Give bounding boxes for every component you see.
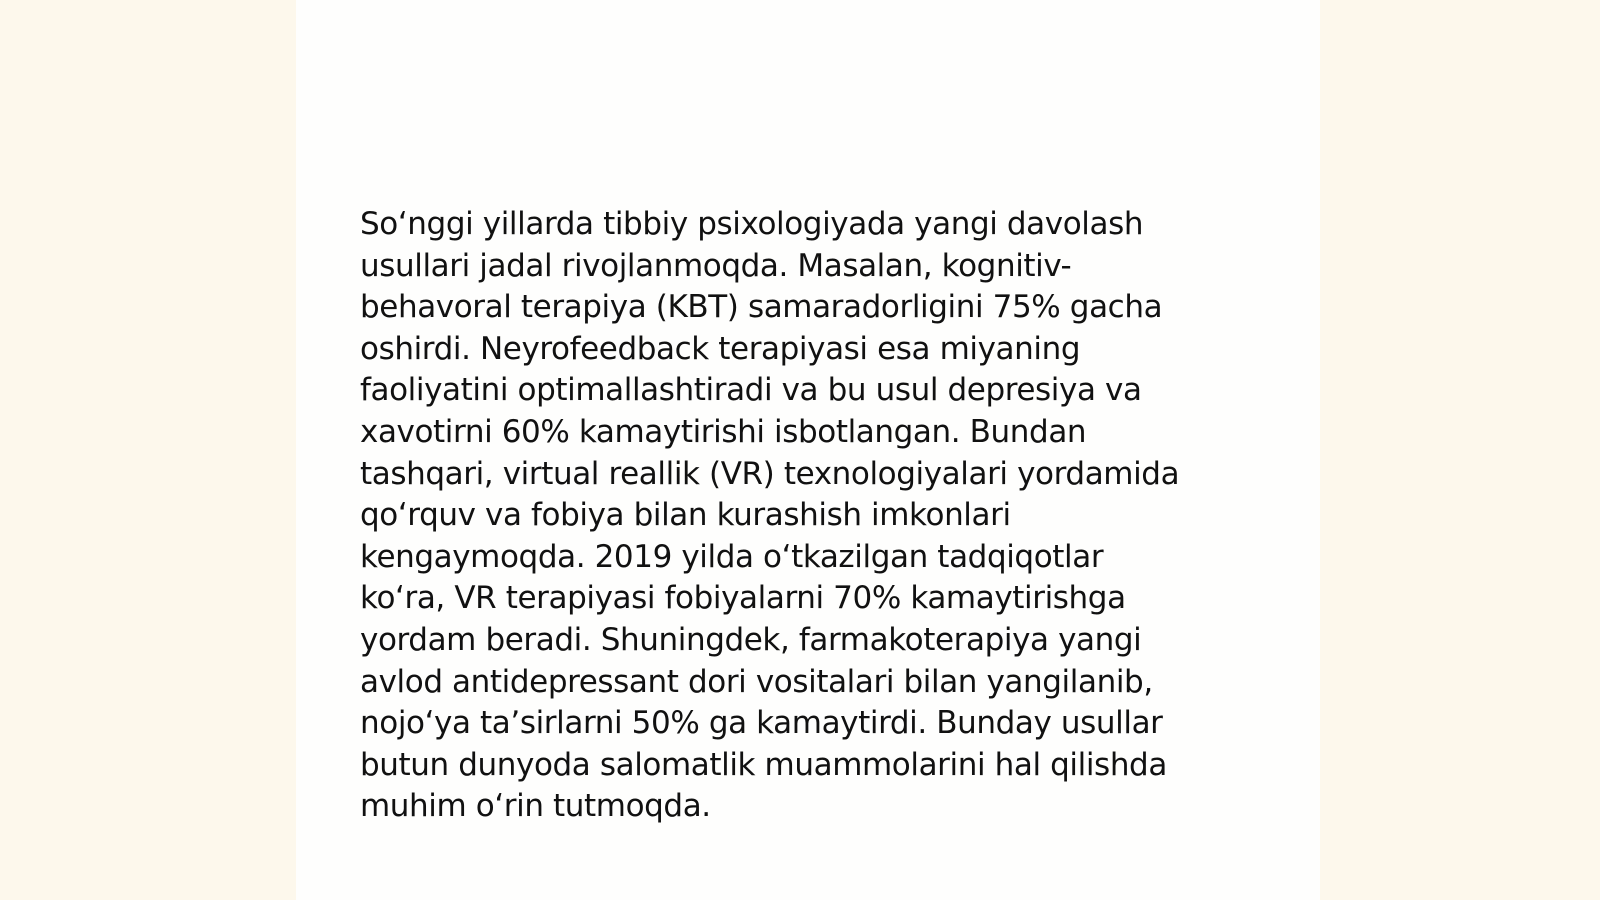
text-line: muhim o‘rin tutmoqda.	[360, 788, 711, 825]
text-line: oshirdi. Neyrofeedback terapiyasi esa miyaning	[360, 330, 1081, 367]
text-line: behavoral terapiya (KBT) samaradorligini 75% gacha	[360, 289, 1163, 326]
text-line: yordam beradi. Shuningdek, farmakoterapiya yangi	[360, 621, 1142, 658]
text-line: qo‘rquv va fobiya bilan kurashish imkonlari	[360, 497, 1011, 534]
text-line: avlod antidepressant dori vositalari bilan yangilanib,	[360, 663, 1153, 700]
text-line: kengaymoqda. 2019 yilda o‘tkazilgan tadqiqotlar	[360, 538, 1104, 575]
body-paragraph	[360, 204, 1250, 828]
text-line: butun dunyoda salomatlik muammolarini hal qilishda	[360, 746, 1167, 783]
text-line: faoliyatini optimallashtiradi va bu usul depresiya va	[360, 372, 1142, 409]
document-page	[296, 0, 1320, 900]
text-line: ko‘ra, VR terapiyasi fobiyalarni 70% kamaytirishga	[360, 580, 1126, 617]
text-line: usullari jadal rivojlanmoqda. Masalan, kognitiv-	[360, 247, 1072, 284]
text-line: tashqari, virtual reallik (VR) texnologiyalari yordamida	[360, 455, 1180, 492]
text-line: xavotirni 60% kamaytirishi isbotlangan. Bundan	[360, 413, 1087, 450]
text-line: So‘nggi yillarda tibbiy psixologiyada yangi davolash	[360, 206, 1144, 242]
text-line: nojo‘ya ta’sirlarni 50% ga kamaytirdi. Bunday usullar	[360, 705, 1163, 742]
